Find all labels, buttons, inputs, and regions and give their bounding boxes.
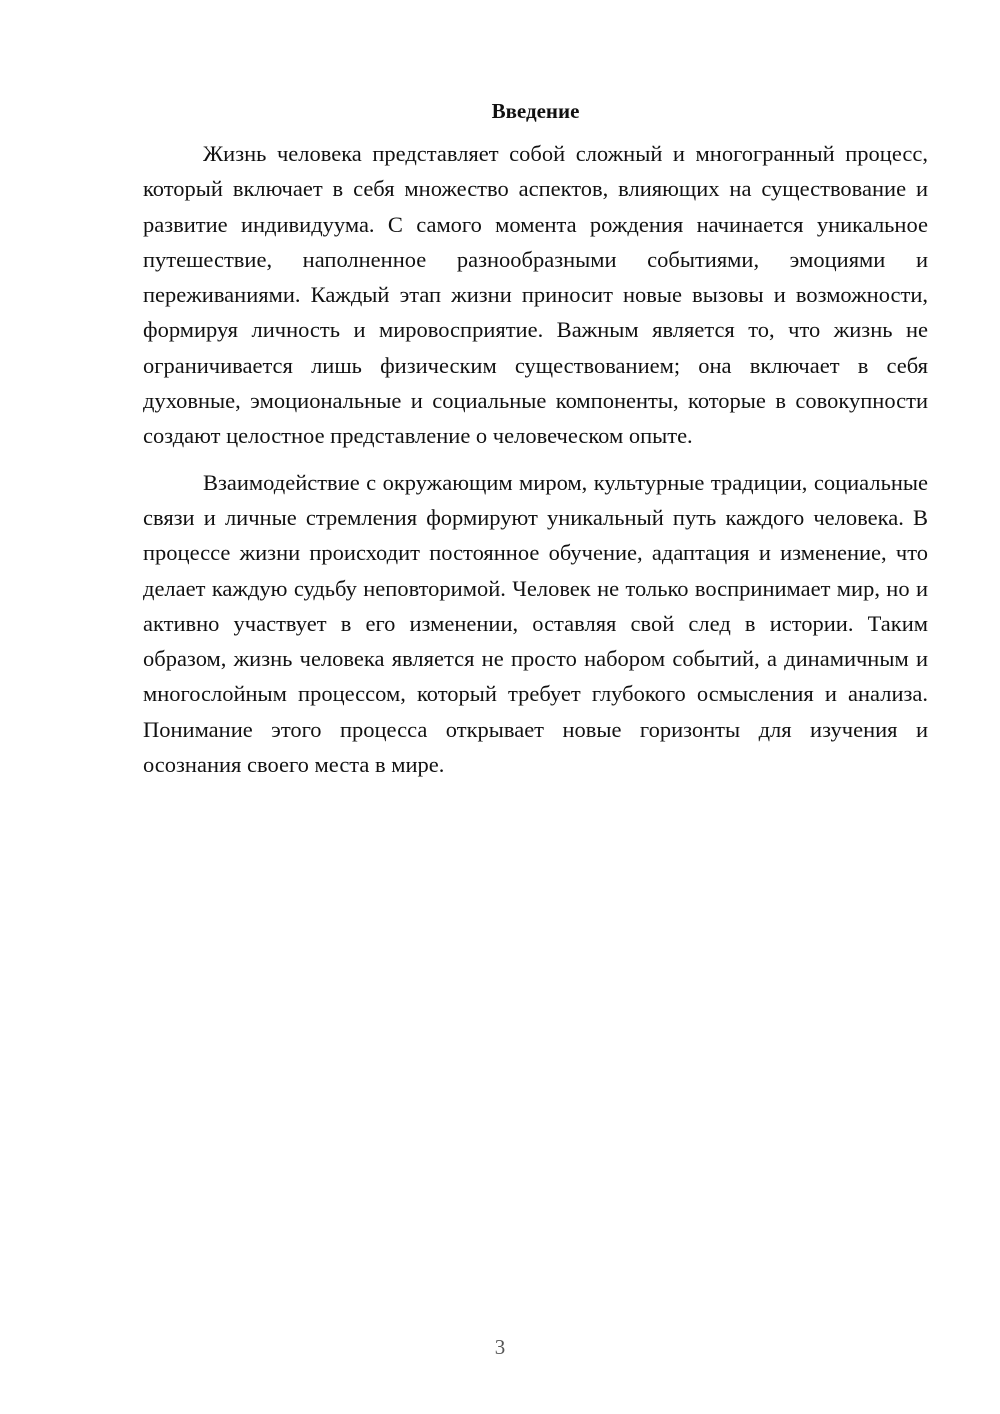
page-content (143, 96, 928, 793)
page-number: 3 (494, 1335, 506, 1359)
section-heading: Введение (491, 99, 580, 123)
paragraph-1: Жизнь человека представляет собой сложный и многогранный процесс, который включает в себя множество аспектов, влияющих на существование и развитие индивидуума. С самого момента рождения начинается уникальное путешествие, наполненное разнообразными событиями, эмоциями и переживаниями. Каждый этап жизни приносит новые вызовы и возможности, формируя личность и мировосприятие. Важным является то, что жизнь не ограничивается лишь физическим существованием; она включает в себя духовные, эмоциональные и социальные компоненты, которые в совокупности создают целостное представление о человеческом опыте. (143, 141, 928, 449)
paragraph-2: Взаимодействие с окружающим миром, культурные традиции, социальные связи и личные стремления формируют уникальный путь каждого человека. В процессе жизни происходит постоянное обучение, адаптация и изменение, что делает каждую судьбу неповторимой. Человек не только воспринимает мир, но и активно участвует в его изменении, оставляя свой след в истории. Таким образом, жизнь человека является не просто набором событий, а динамичным и многослойным процессом, который требует глубокого осмысления и анализа. Понимание этого процесса открывает новые горизонты для изучения и осознания своего места в мире. (143, 469, 928, 778)
